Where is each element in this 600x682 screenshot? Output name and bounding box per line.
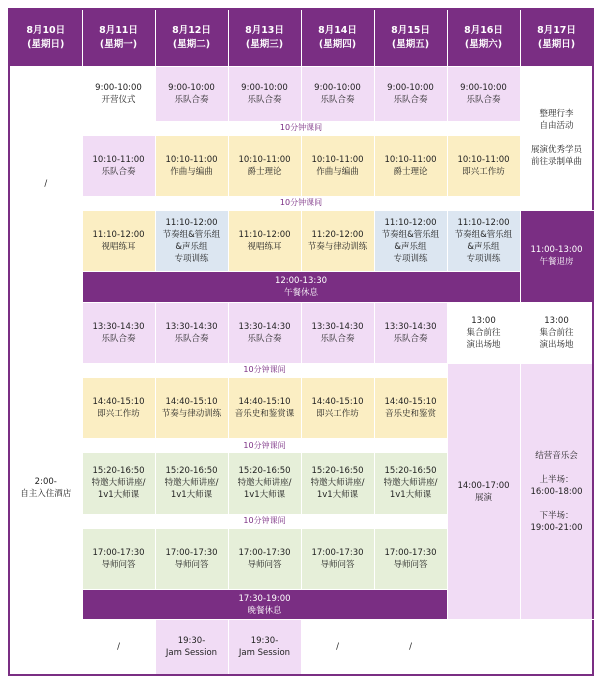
break-row: 10分钟课间 (82, 363, 447, 377)
session-cell: 13:30-14:30 乐队合奏 (228, 302, 301, 363)
session-cell: 13:30-14:30 乐队合奏 (301, 302, 374, 363)
header-day-0811: 8月11日 (星期一) (82, 9, 155, 66)
session-cell: 9:00-10:00 乐队合奏 (228, 66, 301, 121)
session-cell: 11:10-12:00 节奏组&管乐组 &声乐组 专项训练 (155, 211, 228, 272)
session-cell: 9:00-10:00 乐队合奏 (374, 66, 447, 121)
break-row: 10分钟课间 (82, 514, 447, 528)
dinner-break-row: 17:30-19:00 晚餐休息 (82, 589, 447, 620)
session-cell: 15:20-16:50 特邀大师讲座/ 1v1大师课 (374, 453, 447, 514)
session-cell: 17:00-17:30 导师问答 (374, 528, 447, 589)
session-cell: 13:30-14:30 乐队合奏 (155, 302, 228, 363)
session-cell: 15:20-16:50 特邀大师讲座/ 1v1大师课 (301, 453, 374, 514)
break-row: 10分钟课间 (82, 121, 520, 135)
session-cell: 19:30- Jam Session (228, 620, 301, 675)
session-cell: 17:00-17:30 导师问答 (228, 528, 301, 589)
day0816-show-cell: 14:00-17:00 展演 (447, 363, 520, 620)
session-cell: 11:10-12:00 节奏组&管乐组 &声乐组 专项训练 (374, 211, 447, 272)
session-cell: 14:40-15:10 即兴工作坊 (301, 378, 374, 439)
session-cell: 9:00-10:00 乐队合奏 (447, 66, 520, 121)
session-cell: 11:20-12:00 节奏与律动训练 (301, 211, 374, 272)
session-cell: 10:10-11:00 爵士理论 (228, 135, 301, 196)
break-row: 10分钟课间 (82, 196, 520, 210)
session-cell: 14:40-15:10 节奏与律动训练 (155, 378, 228, 439)
session-cell: 9:00-10:00 开营仪式 (82, 66, 155, 121)
session-cell: 14:40-15:10 即兴工作坊 (82, 378, 155, 439)
session-cell: 14:40-15:10 音乐史和鉴赏 (374, 378, 447, 439)
day0810-afternoon-cell: 2:00- 自主入住酒店 (9, 302, 82, 675)
session-cell: 10:10-11:00 乐队合奏 (82, 135, 155, 196)
session-cell: 10:10-11:00 爵士理论 (374, 135, 447, 196)
session-cell: 11:10-12:00 视唱练耳 (82, 211, 155, 272)
session-cell: / (82, 620, 155, 675)
day0817-gather-cell: 13:00 集合前往 演出场地 (520, 302, 593, 363)
header-row (9, 9, 593, 66)
session-cell: 15:20-16:50 特邀大师讲座/ 1v1大师课 (82, 453, 155, 514)
session-cell: / (301, 620, 374, 675)
session-cell: 11:10-12:00 节奏组&管乐组 &声乐组 专项训练 (447, 211, 520, 272)
session-cell: 17:00-17:30 导师问答 (82, 528, 155, 589)
lunch-break-row: 12:00-13:30 午餐休息 (82, 272, 520, 303)
session-cell: / (374, 620, 447, 675)
header-day-0812: 8月12日 (星期二) (155, 9, 228, 66)
session-cell: 11:10-12:00 视唱练耳 (228, 211, 301, 272)
session-cell: 9:00-10:00 乐队合奏 (301, 66, 374, 121)
session-cell: 10:10-11:00 作曲与编曲 (155, 135, 228, 196)
day0816-gather-cell: 13:00 集合前往 演出场地 (447, 302, 520, 363)
schedule-table (8, 8, 594, 676)
session-cell: 17:00-17:30 导师问答 (155, 528, 228, 589)
break-row: 10分钟课间 (82, 439, 447, 453)
session-cell: 10:10-11:00 作曲与编曲 (301, 135, 374, 196)
header-day-0817: 8月17日 (星期日) (520, 9, 593, 66)
header-day-0814: 8月14日 (星期四) (301, 9, 374, 66)
day0817-morning-cell: 整理行李 自由活动 展演优秀学员 前往录制单曲 (520, 66, 593, 211)
session-cell: 10:10-11:00 即兴工作坊 (447, 135, 520, 196)
header-day-0810: 8月10日 (星期日) (9, 9, 82, 66)
session-cell: 14:40-15:10 音乐史和鉴赏课 (228, 378, 301, 439)
day0817-lunch-cell: 11:00-13:00 午餐退房 (520, 211, 593, 303)
session-cell: 13:30-14:30 乐队合奏 (374, 302, 447, 363)
session-cell: 9:00-10:00 乐队合奏 (155, 66, 228, 121)
session-cell: 13:30-14:30 乐队合奏 (82, 302, 155, 363)
session-cell: 19:30- Jam Session (155, 620, 228, 675)
session-cell: 17:00-17:30 导师问答 (301, 528, 374, 589)
session-cell: 15:20-16:50 特邀大师讲座/ 1v1大师课 (228, 453, 301, 514)
header-day-0813: 8月13日 (星期三) (228, 9, 301, 66)
session-cell: 15:20-16:50 特邀大师讲座/ 1v1大师课 (155, 453, 228, 514)
header-day-0816: 8月16日 (星期六) (447, 9, 520, 66)
day0817-concert-cell: 结营音乐会 上半场： 16:00-18:00 下半场： 19:00-21:00 (520, 363, 593, 620)
header-day-0815: 8月15日 (星期五) (374, 9, 447, 66)
day0810-morning-cell: / (9, 66, 82, 302)
